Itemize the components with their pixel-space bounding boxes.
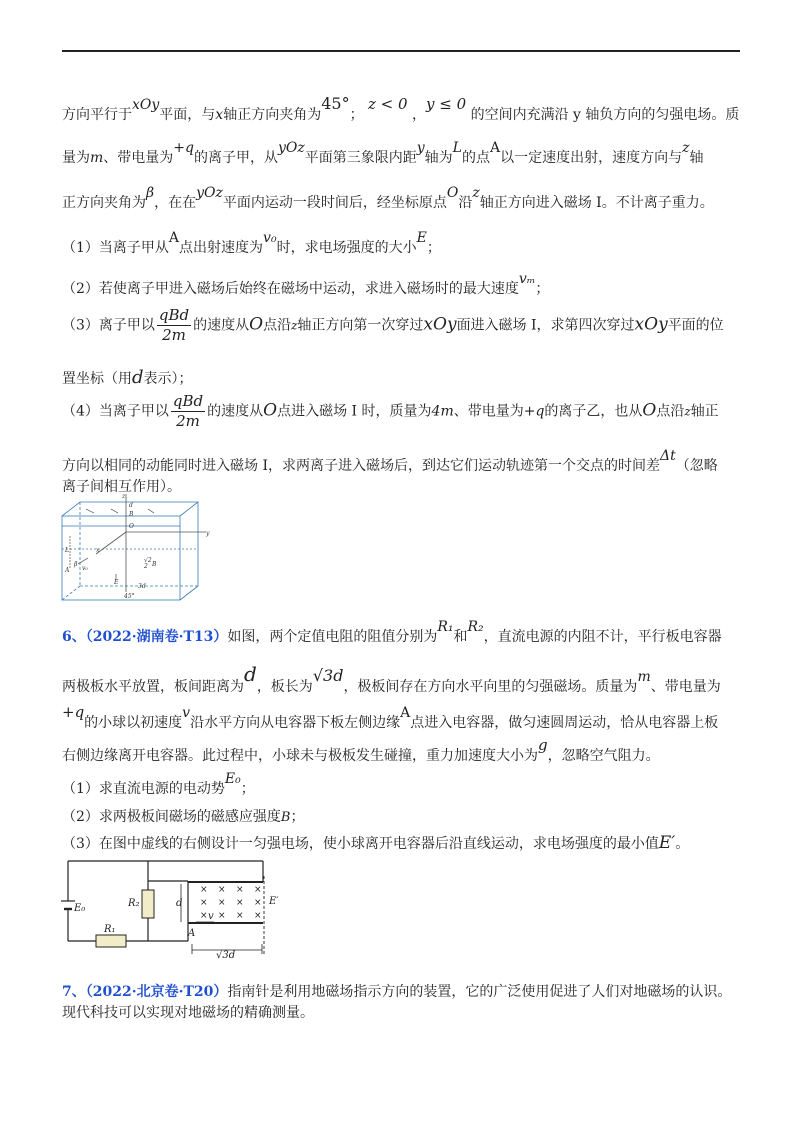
label-A: A (188, 928, 196, 939)
svg-text:×: × (200, 885, 208, 895)
q5-sub-4a: （4）当离子甲以 $\frac{\text{qBd}}{2m}$ 的速度从O点进入磁场 I 时，质量为4m、带电量为+q的离子乙，也从O点沿z轴正 (62, 392, 719, 430)
q5-line-1: 方向平行于xOy平面，与x轴正方向夹角为45°； z < 0 ，y ≤ 0 的空间内充满沿 y 轴负方向的匀强电场。质 (62, 94, 740, 123)
fig-y-label: y (206, 530, 210, 537)
label-R1: R₁ (104, 924, 116, 935)
q6-line-1: 6、（2022·湖南卷·T13）如图，两个定值电阻的阻值分别为R₁和R₂，直流电源的内阻不计，平行板电容器 (62, 619, 722, 645)
svg-text:×: × (218, 885, 226, 895)
svg-text:×: × (236, 911, 244, 921)
fig-d-label: d (129, 502, 133, 509)
fig-3d-label: 3d (138, 583, 146, 590)
label-sqrt3d: √3d (216, 950, 236, 961)
q7-line-2: 现代科技可以实现对地磁场的精确测量。 (62, 1005, 314, 1021)
q6-circuit-diagram (58, 856, 308, 966)
q6-sub-1: （1）求直流电源的电动势E₀； (62, 771, 255, 797)
svg-text:×: × (254, 911, 262, 921)
svg-text:×: × (254, 885, 262, 895)
q5-line-3: 正方向夹角为β，在在yOz平面内运动一段时间后，经坐标原点O沿z轴正方向进入磁场 I。不计离子重力。 (62, 185, 714, 211)
fig-A-label: A (65, 567, 70, 574)
fig-sqrt2-den-label: 2 (144, 563, 148, 570)
fig-O-label: O (129, 523, 134, 530)
svg-text:×: × (200, 898, 208, 908)
q6-line-2: 两极板水平放置，板间距离为d，板长为√3d，极板间存在方向水平向里的匀强磁场。质量为m、带电量为 (62, 662, 721, 695)
label-v: v (208, 911, 214, 922)
svg-text:×: × (218, 898, 226, 908)
fig-v0-label: v₀ (82, 565, 88, 572)
label-R2: R₂ (128, 898, 140, 909)
q6-line-4: 右侧边缘离开电容器。此过程中，小球未与极板发生碰撞，重力加速度大小为g，忽略空气阻力。 (62, 736, 660, 764)
q6-sub-3: （3）在图中虚线的右侧设计一匀强电场，使小球离开电容器后沿直线运动，求电场强度的最小值E′。 (62, 833, 690, 853)
q7-heading: 7、（2022·北京卷·T20） (62, 984, 228, 1000)
resistor-R1 (96, 935, 126, 947)
fig-Bsmall-label: B (152, 561, 157, 568)
q6-line-3: +q的小球以初速度v沿水平方向从电容器下板左侧边缘A点进入电容器，做匀速圆周运动，恰从电容器上板 (62, 703, 719, 731)
fraction-qBd-2m: $\frac{\text{qBd}}{2m}$ (172, 392, 204, 430)
q5-sub-2: （2）若使离子甲进入磁场后始终在磁场中运动，求进入磁场时的最大速度vₘ； (62, 271, 550, 297)
svg-text:×: × (254, 898, 262, 908)
fig-E-label: E (114, 579, 119, 586)
q5-sub-4b: 方向以相同的动能同时进入磁场 I，求两离子进入磁场后，到达它们运动轨迹第一个交点的时间差Δt（忽略 (62, 448, 718, 474)
label-d: d (176, 898, 183, 909)
resistor-R2 (142, 890, 154, 918)
q5-line-2: 量为m、带电量为+q的离子甲，从yOz平面第三象限内距y轴为L的点A以一定速度出射，速度方向与z轴 (62, 140, 704, 166)
svg-text:×: × (236, 885, 244, 895)
fig-B-label: B (129, 511, 134, 518)
svg-text:×: × (200, 911, 208, 921)
q7-line-1: 7、（2022·北京卷·T20）指南针是利用地磁场指示方向的装置，它的广泛使用促进了人们对地磁场的认识。 (62, 984, 732, 1000)
q6-heading: 6、（2022·湖南卷·T13） (62, 629, 228, 645)
fig-x-label: x (96, 547, 100, 554)
q5-sub-3a: （3）离子甲以 $\frac{\text{qBd}}{2m}$ 的速度从O点沿z轴正方向第一次穿过xOy面进入磁场 I，求第四次穿过xOy平面的位 (62, 306, 724, 344)
svg-text:×: × (236, 898, 244, 908)
q5-field-diagram (56, 492, 216, 606)
q6-sub-2: （2）求两极板间磁场的磁感应强度B； (62, 809, 305, 825)
fig-45-label: 45° (124, 593, 135, 600)
fig-L-label: L (65, 547, 69, 554)
fig-z-label: z (122, 493, 126, 500)
fraction-qBd-2m: $\frac{\text{qBd}}{2m}$ (158, 306, 190, 344)
fig-sqrt2-label: √2 (144, 557, 152, 564)
q5-sub-3b: 置坐标（用d表示）； (62, 367, 193, 388)
q5-sub-1: （1）当离子甲从A点出射速度为v₀时，求电场强度的大小E； (62, 230, 441, 256)
q5-sub-4c: 离子间相互作用）。 (62, 479, 181, 495)
fig-beta-label: β (74, 561, 78, 568)
label-E0: E₀ (74, 903, 86, 914)
header-rule (62, 50, 740, 52)
label-E-prime: E′ (269, 896, 279, 907)
svg-text:×: × (218, 911, 226, 921)
